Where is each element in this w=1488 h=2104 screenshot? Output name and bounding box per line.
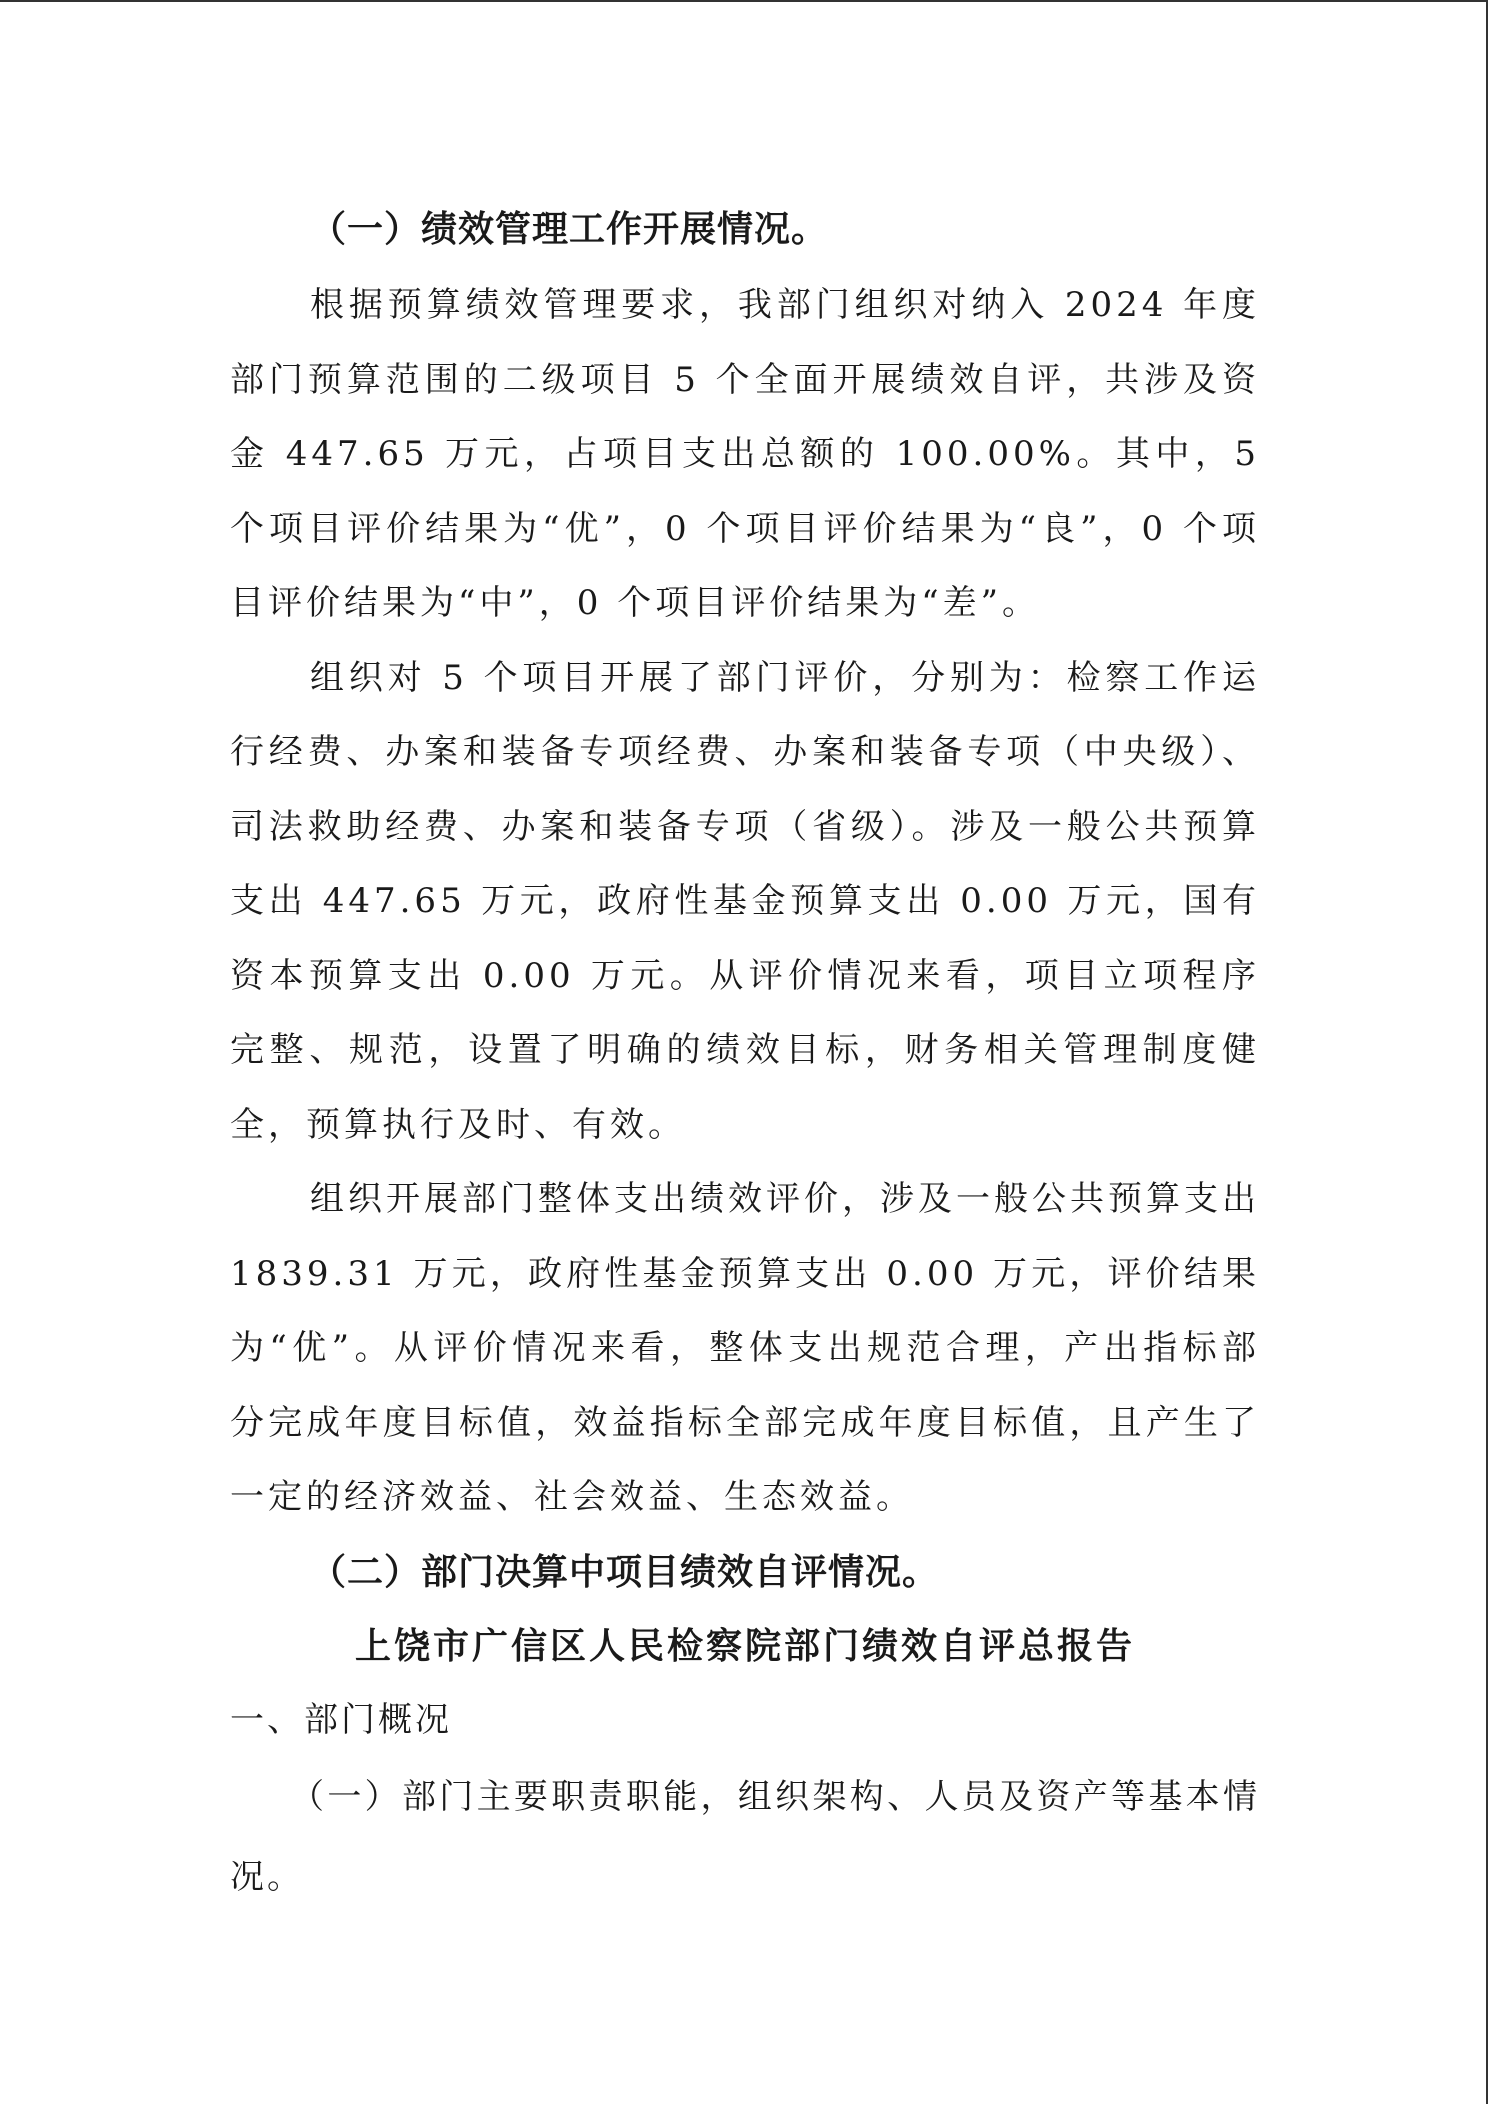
heading-performance-management: （一）绩效管理工作开展情况。: [310, 209, 829, 250]
subsection-heading-duties: （一）部门主要职责职能，组织架构、人员及资产等基本情况。: [230, 1776, 1260, 1897]
paragraph-department-evaluation: 组织对 5 个项目开展了部门评价，分别为：检察工作运行经费、办案和装备专项经费、办案和装备专项（中央级）、司法救助经费、办案和装备专项（省级）。涉及一般公共预算支出 447.65 万元，政府性基金预算支出 0.00 万元，国有资本预算支出 0.00 万元。从评价情况来看，项目立项程序完整、规范，设置了明确的绩效目标，财务相关管理制度健全，预算执行及时、有效。: [230, 657, 1260, 1145]
report-title: 上饶市广信区人民检察院部门绩效自评总报告: [354, 1625, 1135, 1667]
document-body: [230, 192, 1260, 1917]
heading-project-self-evaluation: （二）部门决算中项目绩效自评情况。: [310, 1551, 940, 1593]
section-heading-overview: 一、部门概况: [230, 1699, 452, 1740]
paragraph-self-evaluation: 根据预算绩效管理要求，我部门组织对纳入 2024 年度部门预算范围的二级项目 5 个全面开展绩效自评，共涉及资金 447.65 万元，占项目支出总额的 100.00%。其中，5 个项目评价结果为“优”，0 个项目评价结果为“良”，0 个项目评价结果为“中”，0 个项目评价结果为“差”。: [230, 285, 1260, 623]
paragraph-overall-expenditure: 组织开展部门整体支出绩效评价，涉及一般公共预算支出 1839.31 万元，政府性基金预算支出 0.00 万元，评价结果为“优”。从评价情况来看，整体支出规范合理，产出指标部分完成年度目标值，效益指标全部完成年度目标值，且产生了一定的经济效益、社会效益、生态效益。: [230, 1179, 1260, 1517]
